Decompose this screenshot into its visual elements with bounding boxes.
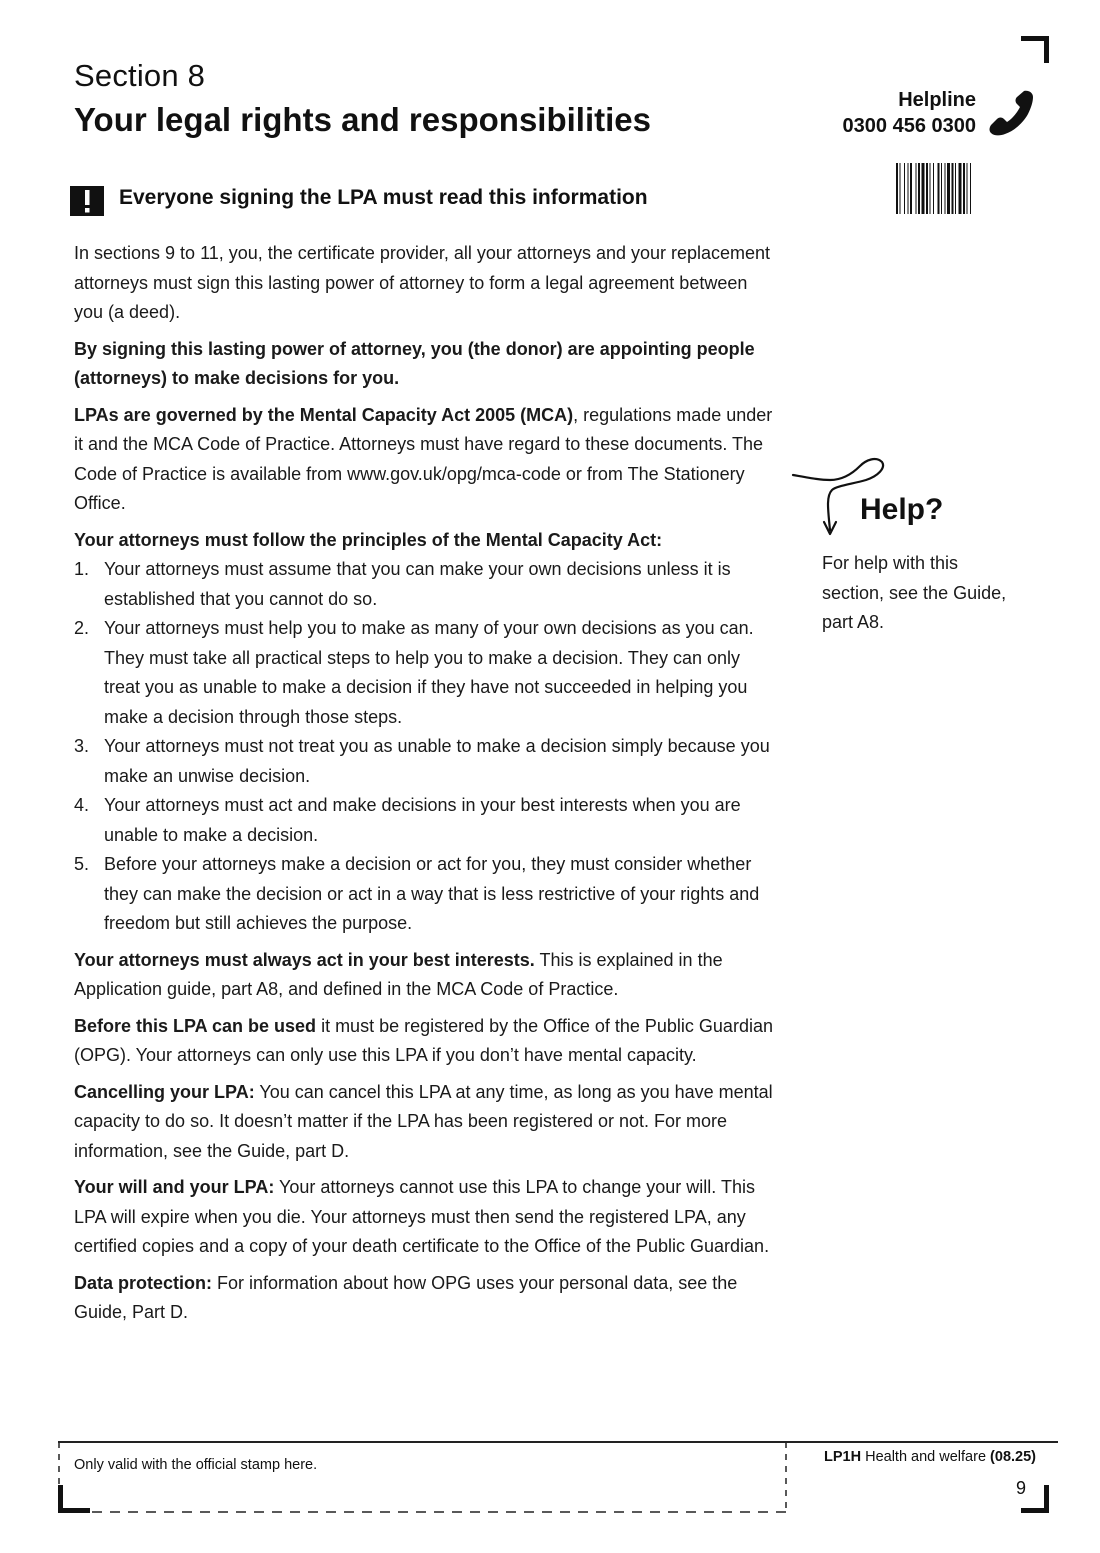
list-item: 2. Your attorneys must help you to make as many of your own decisions as you can. They must take all practical steps to help you to make a decision. They can only treat you as unable to make a decision if they have not succeeded in helping you make a decision through those steps.: [74, 618, 754, 727]
helpline-number[interactable]: 0300 456 0300: [842, 115, 976, 137]
body-text: [74, 239, 774, 1335]
page-number: 9: [1015, 1478, 1026, 1498]
warning-heading: Everyone signing the LPA must read this information: [119, 186, 648, 209]
barcode-bar: [970, 163, 971, 214]
list-item: 4. Your attorneys must act and make decisions in your best interests when you are unable to make a decision.: [74, 795, 741, 845]
exclamation-icon: [68, 182, 106, 216]
phone-icon: [986, 88, 1038, 140]
barcode-bar: [959, 163, 962, 214]
paragraph-data-protection: Data protection: For information about how OPG uses your personal data, see the Guide, Part D.: [74, 1272, 738, 1322]
page-title: Your legal rights and responsibilities: [74, 101, 652, 138]
barcode-bar: [938, 163, 940, 214]
principles-heading: Your attorneys must follow the principles of the Mental Capacity Act:: [74, 529, 663, 550]
corner-mark-bottom-right-h: [1021, 1508, 1049, 1513]
barcode-bar: [904, 163, 905, 214]
barcode-bar: [896, 163, 898, 214]
barcode-bar: [945, 163, 946, 214]
barcode-bar: [941, 163, 942, 214]
barcode-bar: [922, 163, 925, 214]
paragraph-best-interests: Your attorneys must always act in your best interests. This is explained in the Application guide, part A8, and defined in the MCA Code of Practice.: [74, 949, 723, 999]
help-text: For help with this section, see the Guide, part A8.: [822, 553, 1007, 632]
corner-mark-top-right-v: [1044, 36, 1049, 63]
barcode-bar: [916, 163, 917, 214]
helpline: [843, 87, 976, 139]
barcode-bar: [933, 163, 934, 214]
barcode-image: [896, 163, 1025, 214]
list-item: 3. Your attorneys must not treat you as unable to make a decision simply because you make an unwise decision.: [74, 736, 770, 786]
paragraph-signing: In sections 9 to 11, you, the certificate provider, all your attorneys and your replacement attorneys must sign this lasting power of attorney to form a legal agreement between you (a deed).: [74, 243, 771, 322]
barcode-bar: [908, 163, 909, 214]
barcode-bar: [900, 163, 901, 214]
section-number: Section 8: [74, 58, 206, 93]
list-item: 5. Before your attorneys make a decision or act for you, they must consider whether they can make the decision or act in a way that is less restrictive of your rights and freedom but still achieves the purpose.: [74, 854, 760, 933]
paragraph-appointing: By signing this lasting power of attorney, you (the donor) are appointing people (attorneys) to make decisions for you.: [74, 338, 755, 388]
list-item: 1. Your attorneys must assume that you can make your own decisions unless it is established that you cannot do so.: [74, 559, 731, 609]
barcode-bar: [967, 163, 968, 214]
barcode-bar: [930, 163, 931, 214]
barcode-bar: [963, 163, 965, 214]
barcode-bar: [926, 163, 928, 214]
barcode-bar: [918, 163, 920, 214]
barcode-bar: [955, 163, 956, 214]
paragraph-cancelling: Cancelling your LPA: You can cancel this LPA at any time, as long as you have mental capacity to do so. It doesn’t matter if the LPA has been registered or not. For more information, see the Guide, part D.: [74, 1081, 773, 1161]
barcode-bar: [910, 163, 912, 214]
paragraph-registration: Before this LPA can be used it must be registered by the Office of the Public Guardian (OPG). Your attorneys can only use this LPA if you don’t have mental capacity.: [74, 1015, 773, 1065]
stamp-notice: Only valid with the official stamp here.: [74, 1457, 318, 1473]
barcode-bar: [947, 163, 950, 214]
helpline-label: Helpline: [898, 89, 976, 111]
help-heading: Help?: [860, 493, 944, 526]
form-reference: LP1H Health and welfare (08.25): [824, 1449, 1036, 1465]
barcode-bar: [952, 163, 954, 214]
principles-list: [74, 555, 774, 939]
paragraph-governed: LPAs are governed by the Mental Capacity Act 2005 (MCA), regulations made under it and the MCA Code of Practice. Attorneys must have regard to these documents. The Code of Practice is available from www.gov.uk/opg/mca-code or from The Stationery Office.: [74, 404, 773, 513]
paragraph-will: Your will and your LPA: Your attorneys cannot use this LPA to change your will. This LPA will expire when you die. Your attorneys must then send the registered LPA, any certified copies and a copy of your death certificate to the Office of the Public Guardian.: [74, 1177, 770, 1256]
stamp-box-border: [56, 1442, 790, 1516]
